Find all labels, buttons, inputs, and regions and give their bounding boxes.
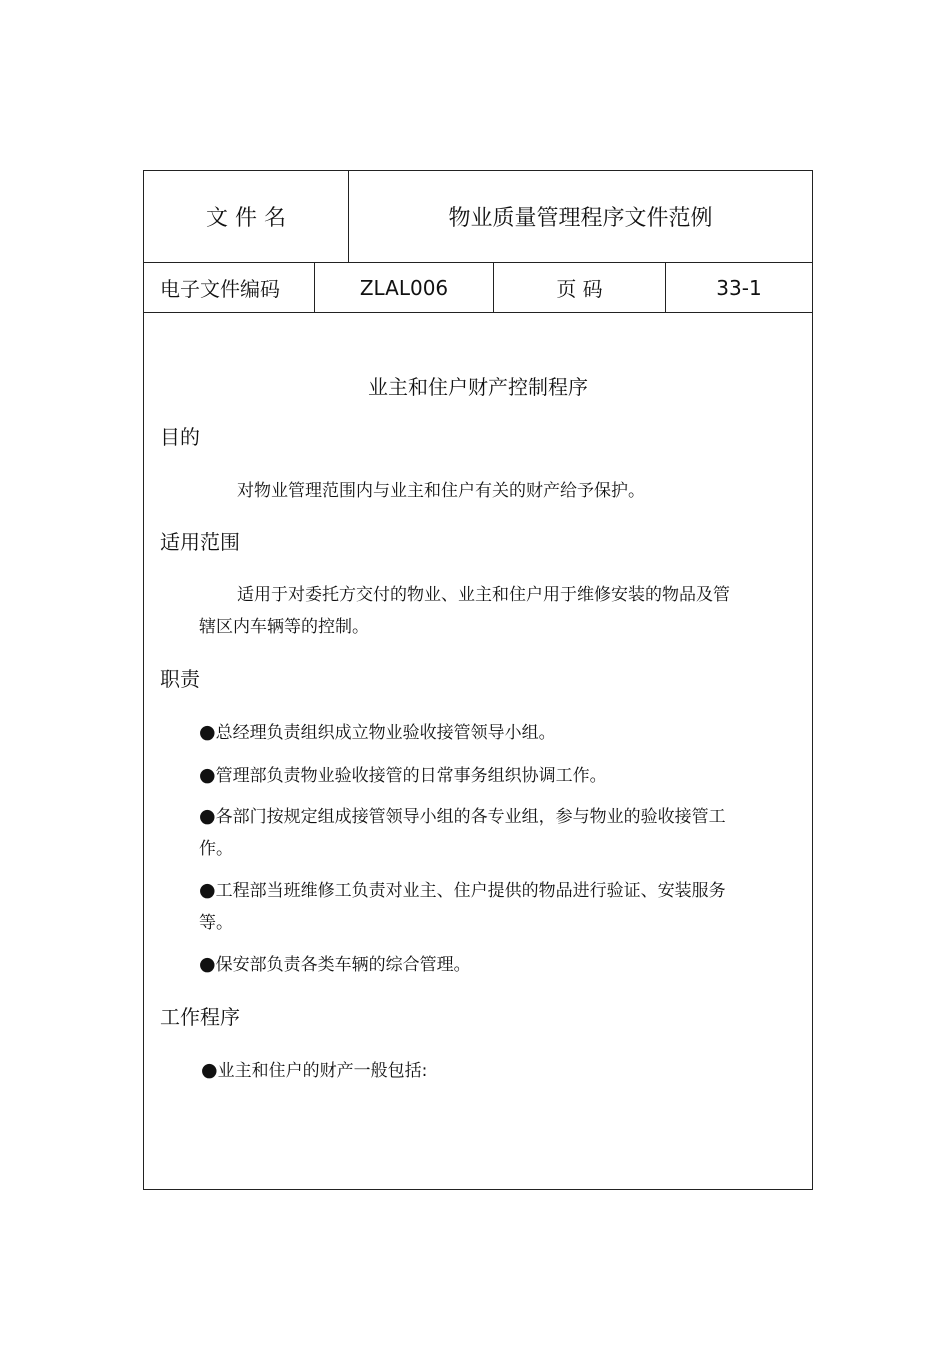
bullet-icon: ●: [199, 805, 216, 827]
file-name-value: 物业质量管理程序文件范例: [448, 206, 713, 231]
purpose-text: 对物业管理范围内与业主和住户有关的财产给予保护。: [237, 481, 645, 501]
section-heading-duties: 职责: [160, 667, 200, 691]
list-item: ●总经理负责组织成立物业验收接管领导小组。: [199, 721, 556, 743]
bullet-icon: ●: [199, 879, 216, 901]
divider: [144, 312, 812, 313]
list-item: ●工程部当班维修工负责对业主、住户提供的物品进行验证、安装服务等。: [199, 879, 726, 933]
section-heading-procedure: 工作程序: [160, 1005, 240, 1029]
doc-title: 业主和住户财产控制程序: [368, 375, 588, 399]
bullet-icon: ●: [199, 764, 216, 786]
list-item: ●各部门按规定组成接管领导小组的各专业组，参与物业的验收接管工作。: [199, 805, 726, 859]
code-label: 电子文件编码: [160, 277, 280, 301]
scope-text-line2: 辖区内车辆等的控制。: [199, 617, 369, 637]
file-name-label: 文 件 名: [206, 206, 286, 231]
page-value: 33-1: [716, 275, 762, 300]
code-value: ZLAL006: [359, 275, 449, 300]
bullet-icon: ●: [199, 721, 216, 743]
bullet-icon: ●: [201, 1059, 218, 1081]
list-item: ●保安部负责各类车辆的综合管理。: [199, 953, 471, 975]
section-heading-purpose: 目的: [160, 425, 200, 449]
bullet-icon: ●: [199, 953, 216, 975]
list-item: ●管理部负责物业验收接管的日常事务组织协调工作。: [199, 764, 607, 786]
scope-text-line1: 适用于对委托方交付的物业、业主和住户用于维修安装的物品及管: [237, 585, 730, 605]
document-frame: [143, 170, 813, 1190]
list-item: ●业主和住户的财产一般包括:: [201, 1059, 428, 1081]
section-heading-scope: 适用范围: [160, 530, 240, 554]
page-label: 页 码: [556, 277, 603, 301]
